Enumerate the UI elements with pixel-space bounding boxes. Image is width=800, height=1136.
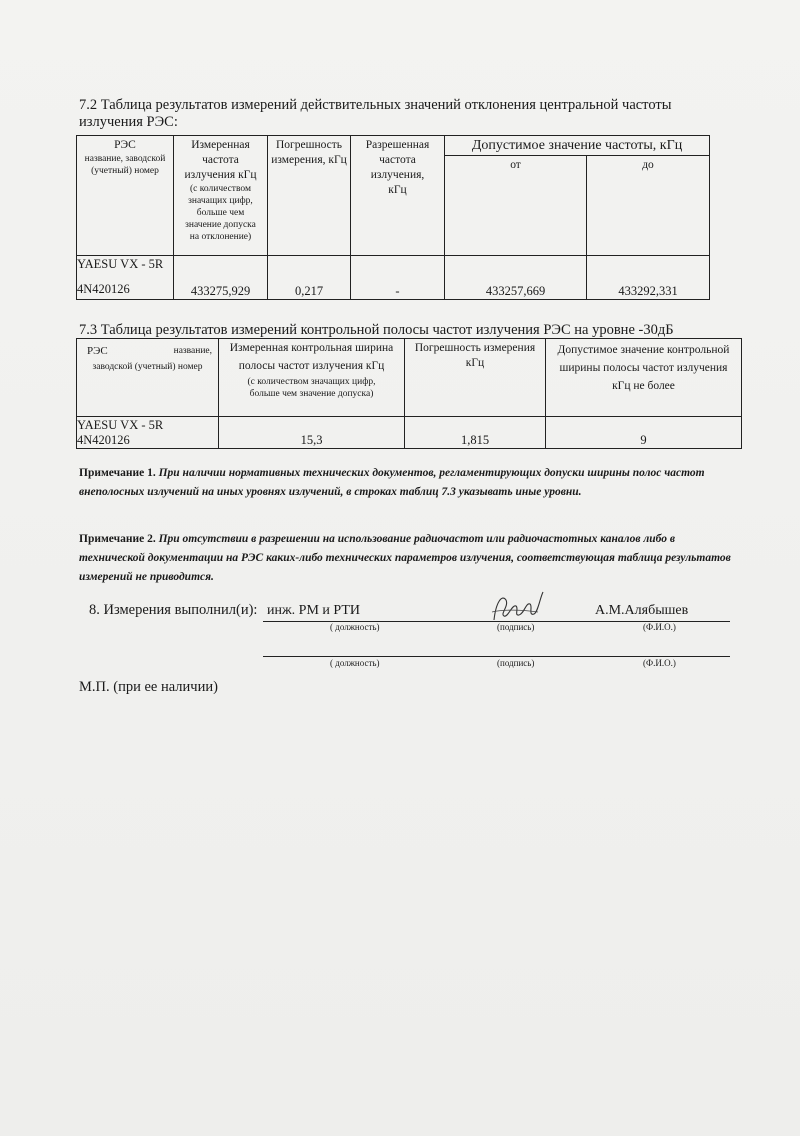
header-admissible: Допустимое значение частоты, кГц bbox=[471, 138, 683, 153]
header-res-sub: название, заводской (учетный) номер bbox=[84, 154, 166, 176]
header-error-cell bbox=[405, 339, 546, 417]
position-value: инж. РМ и РТИ bbox=[267, 603, 361, 618]
row-res-cell bbox=[77, 256, 174, 300]
table-row bbox=[77, 256, 710, 300]
header-measured-sub: (с количеством значащих цифр, больше чем значение допуска на отклонение) bbox=[185, 184, 256, 242]
header-allowed-cell bbox=[351, 136, 445, 256]
row-res-serial: 4N420126 bbox=[77, 282, 130, 296]
row-from: 433257,669 bbox=[485, 284, 546, 298]
caption-sign-1: (подпись) bbox=[497, 622, 535, 632]
caption-sign-2: (подпись) bbox=[497, 658, 535, 668]
row-error: 1,815 bbox=[460, 433, 490, 447]
caption-name-1: (Ф.И.О.) bbox=[643, 622, 676, 632]
name-value: А.М.Алябышев bbox=[595, 603, 689, 618]
table-row bbox=[77, 417, 742, 449]
header-measured-cell bbox=[174, 136, 268, 256]
header-res-cell bbox=[77, 136, 174, 256]
note-2-lead: Примечание 2. bbox=[79, 533, 156, 545]
header-bandwidth-cell bbox=[219, 339, 405, 417]
note-2 bbox=[79, 530, 739, 587]
row-bandwidth: 15,3 bbox=[300, 433, 323, 447]
header-from-cell bbox=[445, 156, 587, 256]
header-error: Погрешность измерения, кГц bbox=[271, 139, 347, 166]
header-admissible-cell bbox=[546, 339, 742, 417]
header-error-cell bbox=[268, 136, 351, 256]
table-7-3-caption: 7.3 Таблица результатов измерений контрольной полосы частот излучения РЭС на уровне -30дБ bbox=[79, 322, 674, 338]
row-allowed-cell bbox=[351, 256, 445, 300]
row-error: 0,217 bbox=[294, 284, 324, 298]
header-to: до bbox=[642, 159, 654, 171]
header-res-cell bbox=[77, 339, 219, 417]
caption-position-1: ( должность) bbox=[330, 622, 380, 632]
row-to-cell bbox=[587, 256, 710, 300]
table-7-2-caption: 7.2 Таблица результатов измерений действительных значений отклонения центральной частоты излучения РЭС: bbox=[79, 97, 672, 130]
row-res-name: YAESU VX - 5R bbox=[77, 257, 164, 271]
header-res: РЭС bbox=[114, 139, 136, 151]
row-allowed: - bbox=[395, 284, 400, 298]
header-res-sub: заводской (учетный) номер bbox=[92, 362, 203, 372]
header-admissible-cell bbox=[445, 136, 710, 156]
row-measured-cell bbox=[174, 256, 268, 300]
header-measured: Измеренная частота bbox=[191, 139, 250, 166]
header-to-cell bbox=[587, 156, 710, 256]
note-1-body: При наличии нормативных технических документов, регламентирующих допуски ширины полос частот внеполосных излучений на иных уровнях излучений, в строках таблиц 7.3 указывать иные уровни. bbox=[79, 467, 705, 498]
header-from: от bbox=[510, 159, 521, 171]
header-error: Погрешность измерения кГц bbox=[414, 342, 536, 369]
header-admissible: Допустимое значение контрольной ширины полосы частот излучения кГц не более bbox=[557, 344, 730, 392]
header-allowed: Разрешенная частота излучения, кГц bbox=[365, 139, 430, 196]
row-admissible: 9 bbox=[640, 433, 647, 447]
note-2-body: При отсутствии в разрешении на использование радиочастот или радиочастотных каналов либо в технической документации на РЭС каких-либо технических параметров излучения, соответствующая таблица результатов измерений не приводится. bbox=[79, 533, 731, 583]
row-measured: 433275,929 bbox=[190, 284, 251, 298]
caption-position-2: ( должность) bbox=[330, 658, 380, 668]
header-bandwidth-2: полосы частот излучения кГц bbox=[238, 360, 385, 372]
row-error-cell bbox=[268, 256, 351, 300]
signature-line-2 bbox=[263, 656, 730, 657]
header-measured-2: излучения кГц bbox=[184, 169, 257, 181]
row-error-cell bbox=[405, 417, 546, 449]
row-bandwidth-cell bbox=[219, 417, 405, 449]
row-to: 433292,331 bbox=[618, 284, 678, 298]
table-7-3 bbox=[76, 338, 742, 449]
caption-name-2: (Ф.И.О.) bbox=[643, 658, 676, 668]
header-bandwidth: Измеренная контрольная ширина bbox=[229, 342, 394, 354]
row-admissible-cell bbox=[546, 417, 742, 449]
header-res bbox=[77, 345, 218, 358]
performed-by-label: 8. Измерения выполнил(и): bbox=[89, 602, 258, 618]
row-res-name: YAESU VX - 5R bbox=[77, 418, 164, 432]
header-res-label: РЭС bbox=[87, 345, 108, 357]
stamp-place-label: М.П. (при ее наличии) bbox=[79, 679, 218, 695]
note-1-lead: Примечание 1. bbox=[79, 467, 156, 479]
header-bandwidth-sub: (с количеством значащих цифр, больше чем значение допуска) bbox=[247, 377, 376, 399]
table-7-2 bbox=[76, 135, 710, 300]
note-1 bbox=[79, 464, 739, 502]
header-res-label-2: название, bbox=[173, 346, 212, 356]
row-res-serial: 4N420126 bbox=[77, 433, 130, 447]
row-from-cell bbox=[445, 256, 587, 300]
row-res-cell bbox=[77, 417, 219, 449]
